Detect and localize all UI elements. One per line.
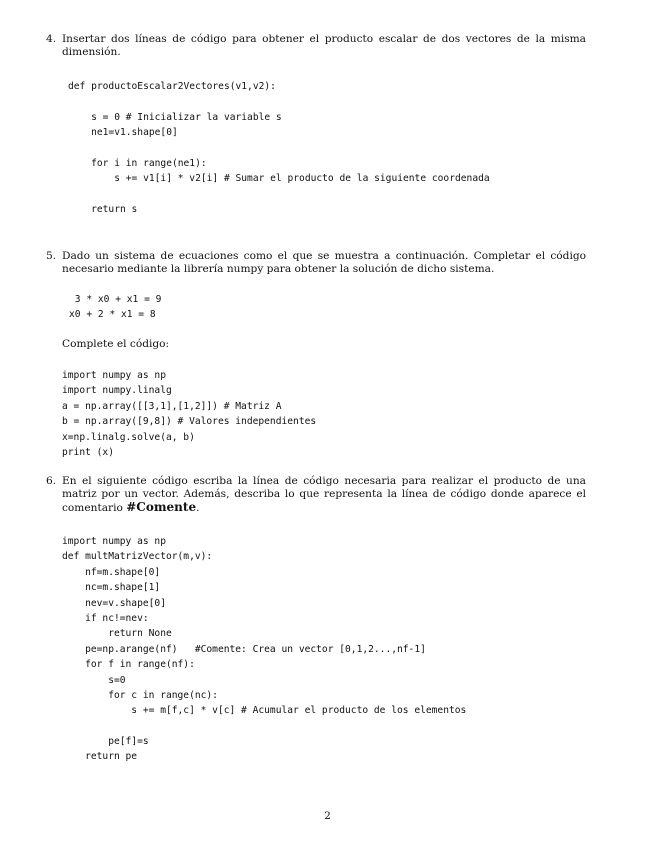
code-line: return s bbox=[68, 204, 138, 216]
code-line: def multMatrizVector(m,v): bbox=[62, 551, 213, 563]
code-line bbox=[68, 94, 490, 109]
question-5-number: 5. bbox=[46, 250, 57, 262]
code-line bbox=[68, 141, 490, 156]
code-line bbox=[62, 719, 466, 734]
equation-line: 3 * x0 + x1 = 9 bbox=[69, 294, 162, 305]
question-4-text: Insertar dos líneas de código para obtener el producto escalar de dos vectores de la misma dimensión. bbox=[62, 33, 586, 58]
question-4 bbox=[46, 33, 586, 59]
question-5 bbox=[46, 250, 586, 276]
question-4-number: 4. bbox=[46, 33, 57, 45]
question-5-text: Dado un sistema de ecuaciones como el que se muestra a continuación. Completar el código necesario mediante la librería numpy para obtener la solución de dicho sistema. bbox=[62, 250, 586, 275]
code-line: nf=m.shape[0] bbox=[62, 566, 161, 578]
code-line: a = np.array([[3,1],[1,2]]) # Matriz A bbox=[62, 400, 282, 412]
code-line: nc=m.shape[1] bbox=[62, 582, 161, 594]
question-6-code bbox=[62, 534, 466, 765]
code-line: import numpy.linalg bbox=[62, 385, 172, 397]
code-line: print (x) bbox=[62, 446, 114, 458]
question-4-code bbox=[68, 79, 490, 218]
code-line: return pe bbox=[62, 751, 138, 763]
question-6-text-main: En el siguiente código escriba la línea de código necesaria para realizar el producto de una matriz por un vector. Además, describa lo que representa la línea de código donde aparece el comentario bbox=[62, 475, 586, 514]
code-line: nev=v.shape[0] bbox=[62, 597, 166, 609]
code-line: x=np.linalg.solve(a, b) bbox=[62, 431, 195, 443]
code-line bbox=[68, 187, 490, 202]
code-line: b = np.array([9,8]) # Valores independientes bbox=[62, 416, 317, 428]
code-line: ne1=v1.shape[0] bbox=[68, 127, 178, 139]
code-line: for f in range(nf): bbox=[62, 659, 195, 671]
equation-line: x0 + 2 * x1 = 8 bbox=[69, 309, 156, 321]
question-6 bbox=[46, 475, 586, 515]
code-line: return None bbox=[62, 628, 172, 640]
page-number: 2 bbox=[324, 810, 331, 822]
code-line: import numpy as np bbox=[62, 370, 166, 381]
question-6-number: 6. bbox=[46, 475, 57, 487]
code-line: s=0 bbox=[62, 674, 126, 686]
code-line: pe[f]=s bbox=[62, 736, 149, 748]
complete-label: Complete el código: bbox=[62, 338, 170, 350]
code-line: s += m[f,c] * v[c] # Acumular el producto de los elementos bbox=[62, 705, 467, 717]
code-line: if nc!=nev: bbox=[62, 612, 149, 624]
code-line: s = 0 # Inicializar la variable s bbox=[68, 111, 282, 123]
code-line: s += v1[i] * v2[i] # Sumar el producto de la siguiente coordenada bbox=[68, 173, 490, 185]
code-line: import numpy as np bbox=[62, 536, 166, 547]
question-6-text bbox=[62, 475, 586, 515]
question-6-text-end: . bbox=[196, 502, 200, 514]
question-5-code bbox=[62, 368, 316, 460]
code-line: def productoEscalar2Vectores(v1,v2): bbox=[68, 81, 276, 92]
code-line: for i in range(ne1): bbox=[68, 157, 207, 169]
equation-system bbox=[69, 292, 161, 323]
comente-keyword: #Comente bbox=[126, 500, 197, 514]
code-line: pe=np.arange(nf) #Comente: Crea un vector [0,1,2...,nf-1] bbox=[62, 643, 426, 655]
code-line: for c in range(nc): bbox=[62, 689, 218, 701]
